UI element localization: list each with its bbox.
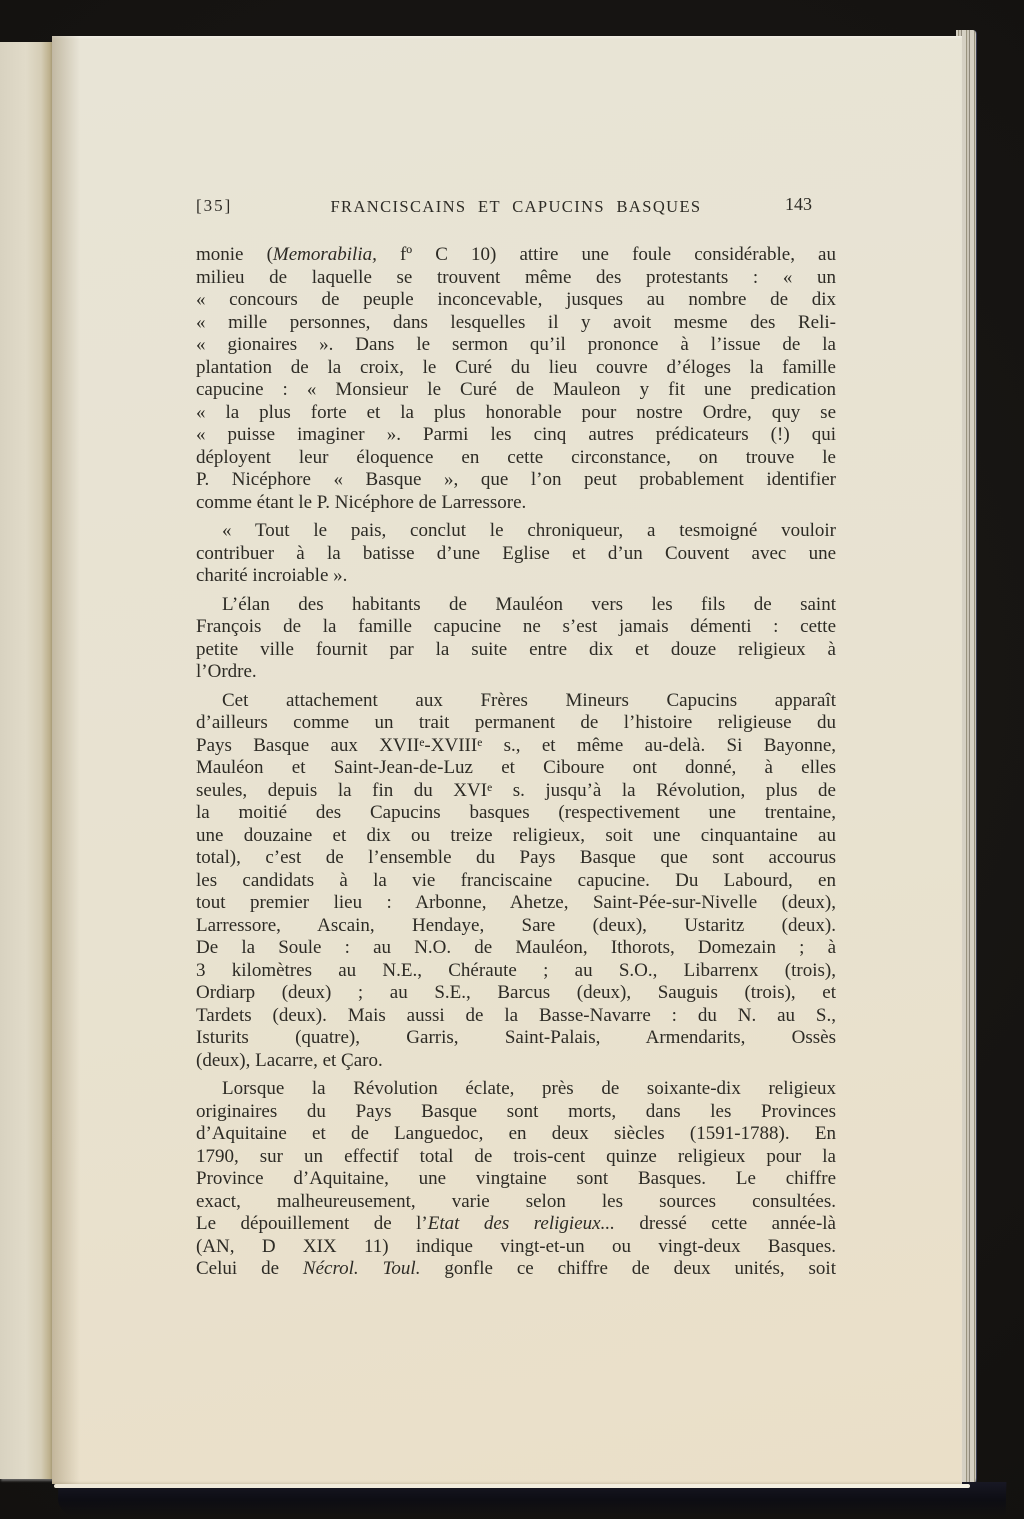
book-page [52,36,962,1484]
text-line: Le dépouillement de l’Etat des religieux... dressé cette année-là [196,1213,836,1234]
previous-page-edge [0,42,54,1479]
paragraph [196,690,836,1073]
text-line: charité incroiable ». [196,565,348,586]
text-line: la moitié des Capucins basques (respectivement une trentaine, [196,802,836,823]
text-line: De la Soule : au N.O. de Mauléon, Ithorots, Domezain ; à [196,937,836,958]
text-line: Larressore, Ascain, Hendaye, Sare (deux), Ustaritz (deux). [196,914,836,936]
text-line: Isturits (quatre), Garris, Saint-Palais, Armendarits, Ossès [196,1027,836,1048]
text-line: petite ville fournit par la suite entre dix et douze religieux à [196,638,836,660]
text-line: milieu de laquelle se trouvent même des protestants : « un [196,266,836,288]
text-line: L’élan des habitants de Mauléon vers les fils de saint [222,593,836,615]
text-line: Cet attachement aux Frères Mineurs Capucins apparaît [222,689,836,711]
text-line: l’Ordre. [196,661,257,682]
text-line: Province d’Aquitaine, une vingtaine sont Basques. Le chiffre [196,1168,836,1189]
text-line: Lorsque la Révolution éclate, près de soixante-dix religieux [222,1078,836,1099]
text-line: « la plus forte et la plus honorable pour nostre Ordre, quy se [196,401,836,423]
text-line: total), c’est de l’ensemble du Pays Basque que sont accourus [196,847,836,868]
page-header [196,194,836,220]
text-line: tout premier lieu : Arbonne, Ahetze, Saint-Pée-sur-Nivelle (deux), [196,892,836,913]
text-line: (AN, D XIX 11) indique vingt-et-un ou vingt-deux Basques. [196,1235,836,1257]
paragraph [196,594,836,684]
text-line: d’Aquitaine et de Languedoc, en deux siècles (1591-1788). En [196,1123,836,1144]
text-line: d’ailleurs comme un trait permanent de l’histoire religieuse du [196,712,836,733]
text-line: François de la famille capucine ne s’est jamais démenti : cette [196,616,836,637]
running-title: FRANCISCAINS ET CAPUCINS BASQUES [330,197,702,216]
text-body [196,244,836,1281]
text-line: Tardets (deux). Mais aussi de la Basse-Navarre : du N. au S., [196,1004,836,1026]
text-line: originaires du Pays Basque sont morts, dans les Provinces [196,1100,836,1122]
text-line: « mille personnes, dans lesquelles il y avoit mesme des Reli- [196,311,836,333]
text-line: « Tout le pais, conclut le chroniqueur, a tesmoigné vouloir [222,520,836,541]
text-line: Ordiarp (deux) ; au S.E., Barcus (deux), Sauguis (trois), et [196,982,836,1003]
text-line: capucine : « Monsieur le Curé de Mauleon y fit une predication [196,379,836,400]
text-line: déployent leur éloquence en cette circonstance, on trouve le [196,446,836,468]
text-line: 3 kilomètres au N.E., Chéraute ; au S.O., Libarrenx (trois), [196,959,836,981]
text-line: une douzaine et dix ou treize religieux, soit une cinquantaine au [196,824,836,846]
text-line: Mauléon et Saint-Jean-de-Luz et Ciboure ont donné, à elles [196,757,836,778]
text-line: Pays Basque aux XVIIe-XVIIIe s., et même au-delà. Si Bayonne, [196,734,837,756]
text-line: plantation de la croix, le Curé du lieu couvre d’éloges la famille [196,356,836,378]
paragraph [196,1078,836,1281]
text-line: comme étant le P. Nicéphore de Larressore. [196,491,527,513]
page-number: 143 [785,194,812,214]
text-line: les candidats à la vie franciscaine capucine. Du Labourd, en [196,869,836,891]
text-line: (deux), Lacarre, et Çaro. [196,1049,383,1071]
paragraph [196,520,836,588]
text-line: « concours de peuple inconcevable, jusques au nombre de dix [196,289,836,310]
text-line: P. Nicéphore « Basque », que l’on peut probablement identifier [196,469,836,490]
text-line: 1790, sur un effectif total de trois-cent quinze religieux pour la [196,1145,836,1167]
section-marker: [35] [196,196,233,215]
paragraph [196,244,836,514]
text-line: exact, malheureusement, varie selon les sources consultées. [196,1190,836,1212]
text-line: monie (Memorabilia, fº C 10) attire une foule considérable, au [196,244,836,265]
text-line: seules, depuis la fin du XVIe s. jusqu’à la Révolution, plus de [196,779,836,801]
text-line: « gionaires ». Dans le sermon qu’il prononce à l’issue de la [196,334,836,355]
gutter-shadow [52,36,80,1484]
text-line: contribuer à la batisse d’une Eglise et d’un Couvent avec une [196,542,836,564]
text-line: Celui de Nécrol. Toul. gonfle ce chiffre de deux unités, soit [196,1258,836,1279]
text-line: « puisse imaginer ». Parmi les cinq autres prédicateurs (!) qui [196,424,836,445]
